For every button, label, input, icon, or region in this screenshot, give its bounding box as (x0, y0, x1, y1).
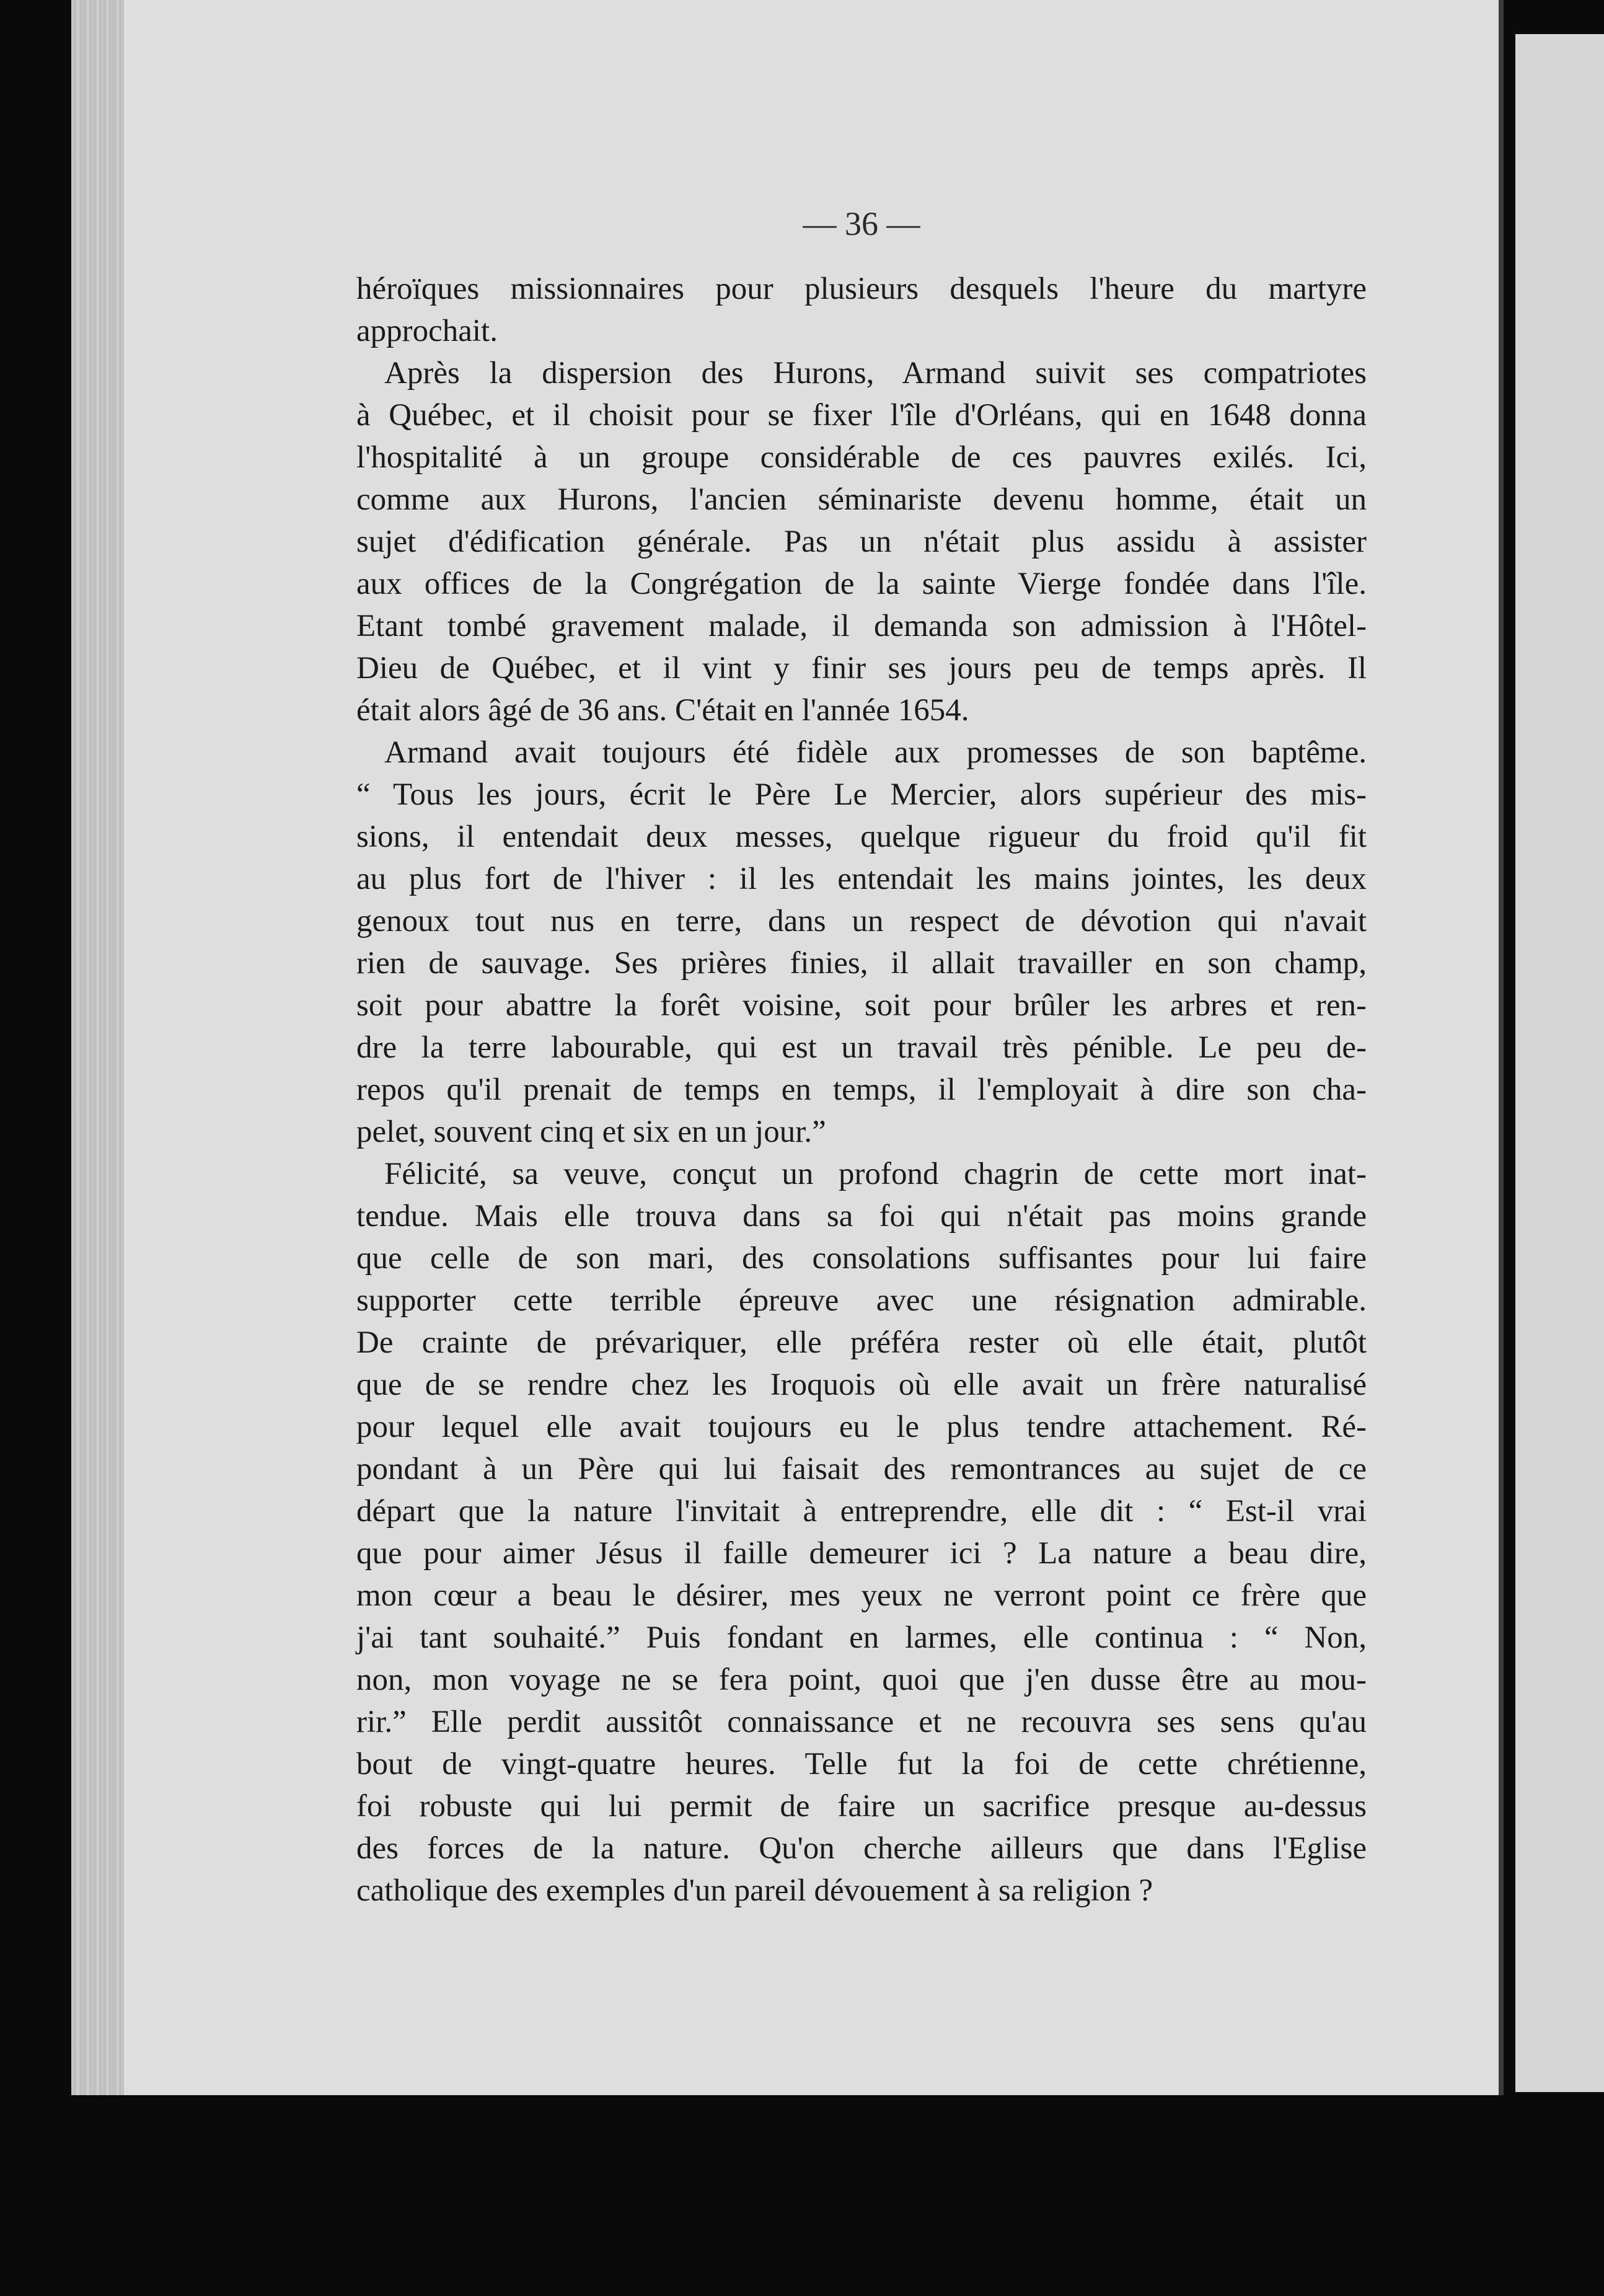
body-text (356, 268, 1367, 1912)
text-line: mon cœur a beau le désirer, mes yeux ne verront point ce frère que (356, 1578, 1367, 1613)
text-line: genoux tout nus en terre, dans un respect de dévotion qui n'avait (356, 904, 1367, 938)
text-line: j'ai tant souhaité.” Puis fondant en larmes, elle continua : “ Non, (356, 1620, 1367, 1655)
text-line: était alors âgé de 36 ans. C'était en l'année 1654. (356, 693, 969, 728)
text-line: aux offices de la Congrégation de la sainte Vierge fondée dans l'île. (356, 567, 1367, 601)
text-line: pour lequel elle avait toujours eu le plus tendre attachement. Ré- (356, 1410, 1367, 1444)
text-line: foi robuste qui lui permit de faire un sacrifice presque au-dessus (356, 1789, 1367, 1824)
text-line: approchait. (356, 314, 498, 348)
text-line: que pour aimer Jésus il faille demeurer ici ? La nature a beau dire, (356, 1536, 1367, 1571)
text-line: rir.” Elle perdit aussitôt connaissance et ne recouvra ses sens qu'au (356, 1705, 1367, 1739)
text-line: départ que la nature l'invitait à entreprendre, elle dit : “ Est-il vrai (356, 1494, 1367, 1529)
text-line: De crainte de prévariquer, elle préféra rester où elle était, plutôt (356, 1325, 1367, 1360)
text-line: l'hospitalité à un groupe considérable de ces pauvres exilés. Ici, (356, 440, 1367, 475)
text-line: rien de sauvage. Ses prières finies, il allait travailler en son champ, (356, 946, 1367, 981)
text-line: Armand avait toujours été fidèle aux promesses de son baptême. (384, 735, 1367, 770)
text-line: des forces de la nature. Qu'on cherche ailleurs que dans l'Eglise (356, 1831, 1367, 1866)
text-line: soit pour abattre la forêt voisine, soit pour brûler les arbres et ren- (356, 988, 1367, 1023)
text-line: non, mon voyage ne se fera point, quoi que j'en dusse être au mou- (356, 1662, 1367, 1697)
text-line: pondant à un Père qui lui faisait des remontrances au sujet de ce (356, 1452, 1367, 1486)
text-line: tendue. Mais elle trouva dans sa foi qui n'était pas moins grande (356, 1199, 1367, 1234)
text-line: comme aux Hurons, l'ancien séminariste devenu homme, était un (356, 482, 1367, 517)
text-line: au plus fort de l'hiver : il les entendait les mains jointes, les deux (356, 862, 1367, 896)
text-line: que de se rendre chez les Iroquois où elle avait un frère naturalisé (356, 1367, 1367, 1402)
text-line: “ Tous les jours, écrit le Père Le Mercier, alors supérieur des mis- (356, 777, 1367, 812)
text-line: catholique des exemples d'un pareil dévouement à sa religion ? (356, 1873, 1153, 1908)
text-line: bout de vingt-quatre heures. Telle fut la foi de cette chrétienne, (356, 1747, 1367, 1782)
text-line: que celle de son mari, des consolations suffisantes pour lui faire (356, 1241, 1367, 1276)
facing-page-edge (1515, 34, 1604, 2092)
text-line: héroïques missionnaires pour plusieurs desquels l'heure du martyre (356, 272, 1367, 306)
text-line: Félicité, sa veuve, conçut un profond chagrin de cette mort inat- (384, 1157, 1367, 1191)
text-line: repos qu'il prenait de temps en temps, il l'employait à dire son cha- (356, 1072, 1367, 1107)
text-line: sujet d'édification générale. Pas un n'était plus assidu à assister (356, 524, 1367, 559)
page-number: — 36 — (803, 205, 920, 242)
text-line: pelet, souvent cinq et six en un jour.” (356, 1115, 826, 1149)
text-line: Dieu de Québec, et il vint y finir ses jours peu de temps après. Il (356, 651, 1367, 686)
text-line: Etant tombé gravement malade, il demanda son admission à l'Hôtel- (356, 609, 1367, 643)
text-line: à Québec, et il choisit pour se fixer l'île d'Orléans, qui en 1648 donna (356, 398, 1367, 433)
text-line: supporter cette terrible épreuve avec une résignation admirable. (356, 1283, 1367, 1318)
text-line: dre la terre labourable, qui est un travail très pénible. Le peu de- (356, 1030, 1367, 1065)
text-line: Après la dispersion des Hurons, Armand suivit ses compatriotes (384, 356, 1367, 391)
text-line: sions, il entendait deux messes, quelque rigueur du froid qu'il fit (356, 819, 1367, 854)
